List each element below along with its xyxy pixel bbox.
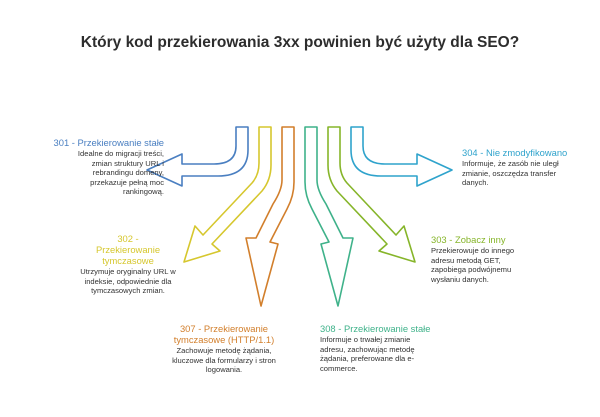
title-302: 302 - Przekierowanie tymczasowe bbox=[95, 233, 161, 266]
label-304 bbox=[462, 147, 580, 188]
title-307: 307 - Przekierowanie tymczasowe (HTTP/1.1) bbox=[173, 323, 275, 345]
arrow-303 bbox=[328, 127, 415, 262]
title-303: 303 - Zobacz inny bbox=[431, 234, 506, 245]
label-301 bbox=[14, 137, 164, 197]
arrow-302 bbox=[184, 127, 271, 262]
desc-304: Informuje, że zasób nie uległ zmianie, oszczędza transfer danych. bbox=[462, 159, 559, 188]
label-308 bbox=[320, 323, 448, 373]
arrow-307 bbox=[246, 127, 294, 306]
desc-307: Zachowuje metodę żądania, kluczowe dla formularzy i stron logowania. bbox=[172, 346, 276, 375]
arrow-308 bbox=[305, 127, 353, 306]
desc-308: Informuje o trwałej zmianie adresu, zachowując metodę żądania, preferowane dla e-commerce. bbox=[320, 335, 415, 373]
desc-303: Przekierowuje do innego adresu metodą GET, zapobiega podwójnemu wysłaniu danych. bbox=[431, 246, 515, 284]
label-307 bbox=[166, 323, 282, 375]
desc-301: Idealne do migracji treści, zmian struktury URL i rebrandingu domeny, przekazuje pełną moc rankingową. bbox=[77, 149, 164, 197]
label-303 bbox=[431, 234, 536, 284]
title-301: 301 - Przekierowanie stałe bbox=[53, 137, 164, 148]
title-304: 304 - Nie zmodyfikowano bbox=[462, 147, 568, 158]
title-308: 308 - Przekierowanie stałe bbox=[320, 323, 431, 334]
arrow-304 bbox=[351, 127, 452, 186]
desc-302: Utrzymuje oryginalny URL w indeksie, odpowiednie dla tymczasowych zmian. bbox=[80, 267, 176, 296]
diagram-title: Który kod przekierowania 3xx powinien być użyty dla SEO? bbox=[80, 34, 520, 51]
label-302 bbox=[74, 233, 182, 296]
